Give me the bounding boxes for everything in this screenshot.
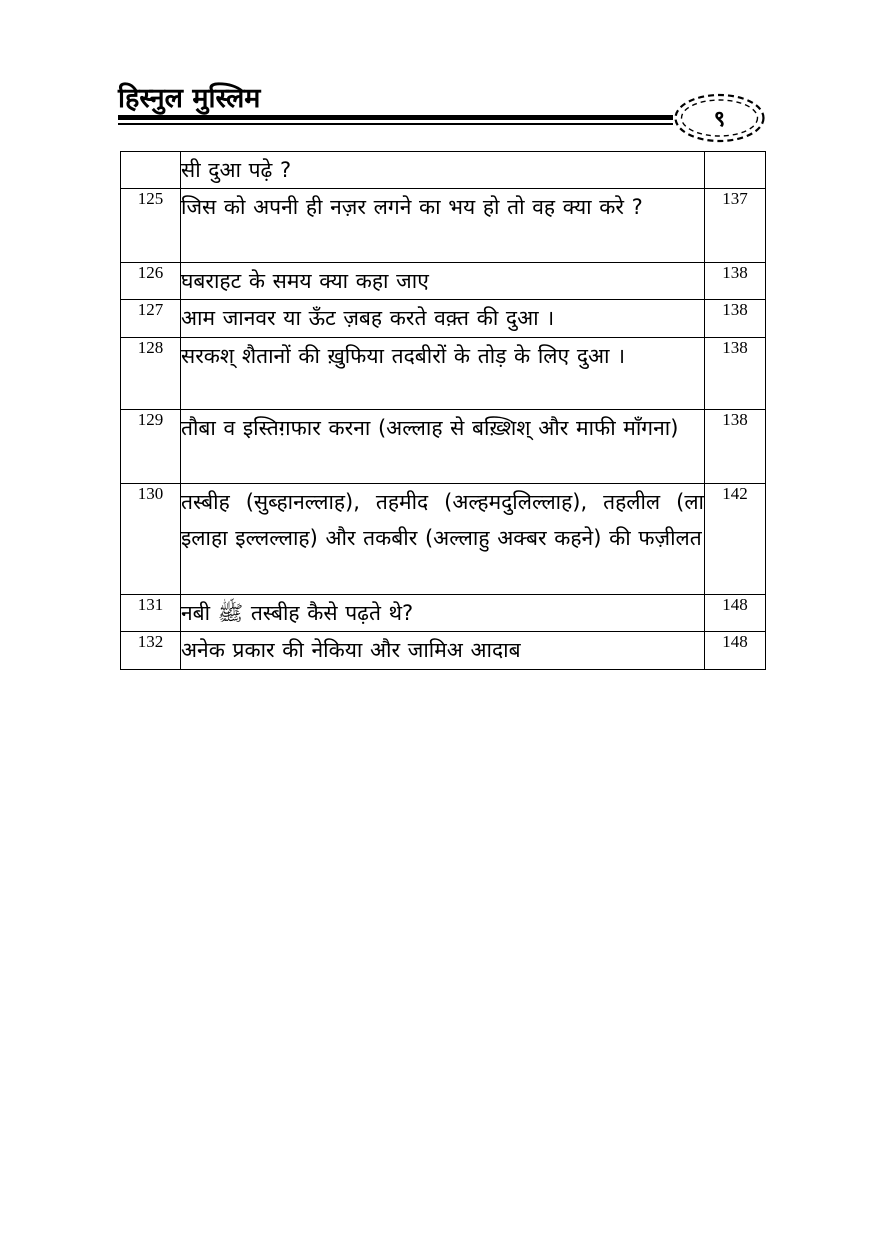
- entry-number: 129: [121, 410, 181, 484]
- table-row: [121, 632, 766, 670]
- entry-page: 138: [705, 338, 766, 410]
- table-row: [121, 189, 766, 263]
- entry-topic: जिस को अपनी ही नज़र लगने का भय हो तो वह क्या करे ?: [181, 189, 705, 263]
- entry-number: 126: [121, 263, 181, 300]
- table-row: [121, 152, 766, 189]
- entry-number: [121, 152, 181, 189]
- entry-number: 132: [121, 632, 181, 670]
- entry-topic: घबराहट के समय क्या कहा जाए: [181, 263, 705, 300]
- entry-page: 142: [705, 484, 766, 595]
- entry-topic: नबी ﷺ तस्बीह कैसे पढ़ते थे?: [181, 595, 705, 632]
- header-rule-thick: [118, 115, 673, 120]
- entry-topic: अनेक प्रकार की नेकिया और जामिअ आदाब: [181, 632, 705, 670]
- entry-topic: आम जानवर या ऊँट ज़बह करते वक़्त की दुआ ।: [181, 300, 705, 338]
- entry-page: 138: [705, 410, 766, 484]
- entry-topic: तौबा व इस्तिग़फार करना (अल्लाह से बख़्शिश् और माफी माँगना): [181, 410, 705, 484]
- entry-page: [705, 152, 766, 189]
- entry-page: 148: [705, 595, 766, 632]
- entry-number: 128: [121, 338, 181, 410]
- page-header: [118, 78, 770, 148]
- page-number: ९: [713, 107, 726, 132]
- page-number-badge: [671, 90, 768, 146]
- toc-table: [120, 151, 766, 670]
- entry-page: 138: [705, 300, 766, 338]
- entry-page: 138: [705, 263, 766, 300]
- entry-topic: तस्बीह (सुब्हानल्लाह), तहमीद (अल्हमदुलिल्लाह), तहलील (ला इलाहा इल्लल्लाह) और तकबीर (अल्लाहु अक्बर कहने) की फज़ीलत: [181, 484, 705, 595]
- table-row: [121, 338, 766, 410]
- entry-topic: सरकश् शैतानों की ख़ुफिया तदबीरों के तोड़ के लिए दुआ ।: [181, 338, 705, 410]
- entry-page: 137: [705, 189, 766, 263]
- table-row: [121, 263, 766, 300]
- entry-number: 125: [121, 189, 181, 263]
- table-row: [121, 410, 766, 484]
- entry-number: 127: [121, 300, 181, 338]
- header-rule-thin: [118, 123, 673, 125]
- entry-page: 148: [705, 632, 766, 670]
- book-title: हिस्नुल मुस्लिम: [118, 83, 261, 114]
- table-row: [121, 300, 766, 338]
- entry-topic: सी दुआ पढ़े ?: [181, 152, 705, 189]
- entry-number: 131: [121, 595, 181, 632]
- table-row: [121, 595, 766, 632]
- entry-number: 130: [121, 484, 181, 595]
- table-row: [121, 484, 766, 595]
